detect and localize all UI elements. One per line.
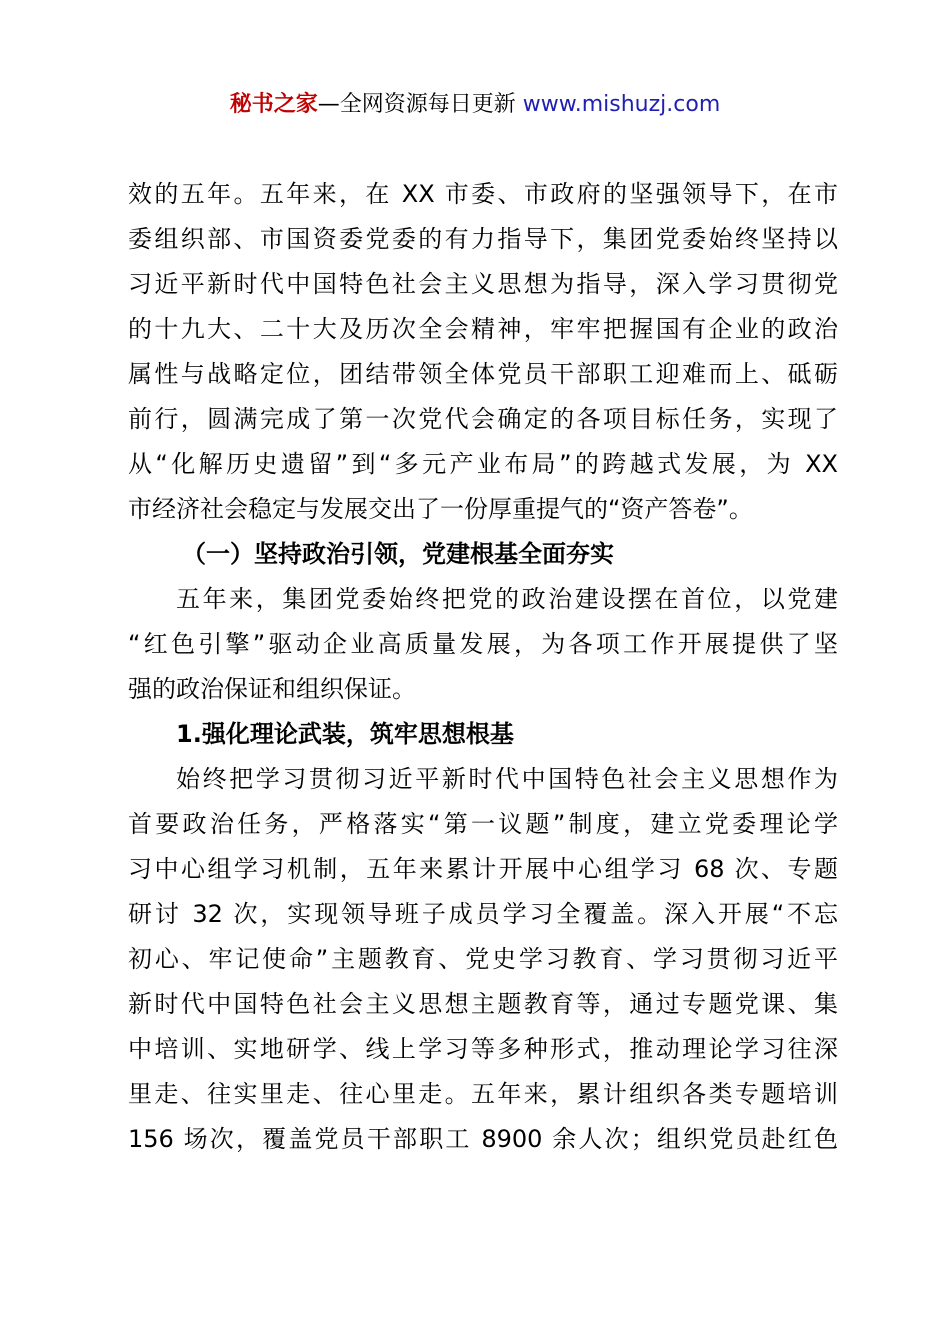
text-line: 新时代中国特色社会主义思想主题教育等，通过专题党课、集 bbox=[128, 990, 838, 1018]
paragraph-2 bbox=[128, 577, 838, 712]
text-line: 从“化解历史遗留”到“多元产业布局”的跨越式发展，为 XX bbox=[128, 450, 838, 478]
text-line: 委组织部、市国资委党委的有力指导下，集团党委始终坚持以 bbox=[128, 225, 838, 253]
paragraph-1 bbox=[128, 172, 838, 532]
document-body bbox=[128, 172, 838, 1162]
text-line: 中培训、实地研学、线上学习等多种形式，推动理论学习往深 bbox=[128, 1035, 838, 1063]
text-line: 里走、往实里走、往心里走。五年来，累计组织各类专题培训 bbox=[128, 1080, 838, 1108]
site-url-link[interactable]: www.mishuzj.com bbox=[522, 92, 721, 117]
paragraph-3 bbox=[128, 757, 838, 1162]
text-line: 效的五年。五年来，在 XX 市委、市政府的坚强领导下，在市 bbox=[128, 180, 838, 208]
text-line: 156 场次，覆盖党员干部职工 8900 余人次；组织党员赴红色 bbox=[128, 1125, 838, 1153]
text-line: 始终把学习贯彻习近平新时代中国特色社会主义思想作为 bbox=[176, 765, 838, 793]
text-line: “红色引擎”驱动企业高质量发展，为各项工作开展提供了坚 bbox=[128, 630, 838, 658]
text-line: 习中心组学习机制，五年来累计开展中心组学习 68 次、专题 bbox=[128, 855, 838, 883]
text-line: 五年来，集团党委始终把党的政治建设摆在首位，以党建 bbox=[176, 585, 838, 613]
text-line: 初心、牢记使命”主题教育、党史学习教育、学习贯彻习近平 bbox=[128, 945, 838, 973]
subsection-heading: 1.强化理论武装，筑牢思想根基 bbox=[176, 720, 514, 748]
text-line: 的十九大、二十大及历次全会精神，牢牢把握国有企业的政治 bbox=[128, 315, 838, 343]
brand-name: 秘书之家 bbox=[229, 92, 318, 117]
section-heading: （一）坚持政治引领，党建根基全面夯实 bbox=[182, 540, 614, 568]
text-line: 市经济社会稳定与发展交出了一份厚重提气的“资产答卷”。 bbox=[128, 495, 753, 523]
text-line: 习近平新时代中国特色社会主义思想为指导，深入学习贯彻党 bbox=[128, 270, 838, 298]
text-line: 属性与战略定位，团结带领全体党员干部职工迎难而上、砥砺 bbox=[128, 360, 838, 388]
site-header bbox=[0, 88, 950, 122]
text-line: 前行，圆满完成了第一次党代会确定的各项目标任务，实现了 bbox=[128, 405, 838, 433]
text-line: 研讨 32 次，实现领导班子成员学习全覆盖。深入开展“不忘 bbox=[128, 900, 838, 928]
header-tagline: —全网资源每日更新 bbox=[317, 92, 516, 117]
text-line: 首要政治任务，严格落实“第一议题”制度，建立党委理论学 bbox=[128, 810, 838, 838]
text-line: 强的政治保证和组织保证。 bbox=[128, 675, 416, 703]
